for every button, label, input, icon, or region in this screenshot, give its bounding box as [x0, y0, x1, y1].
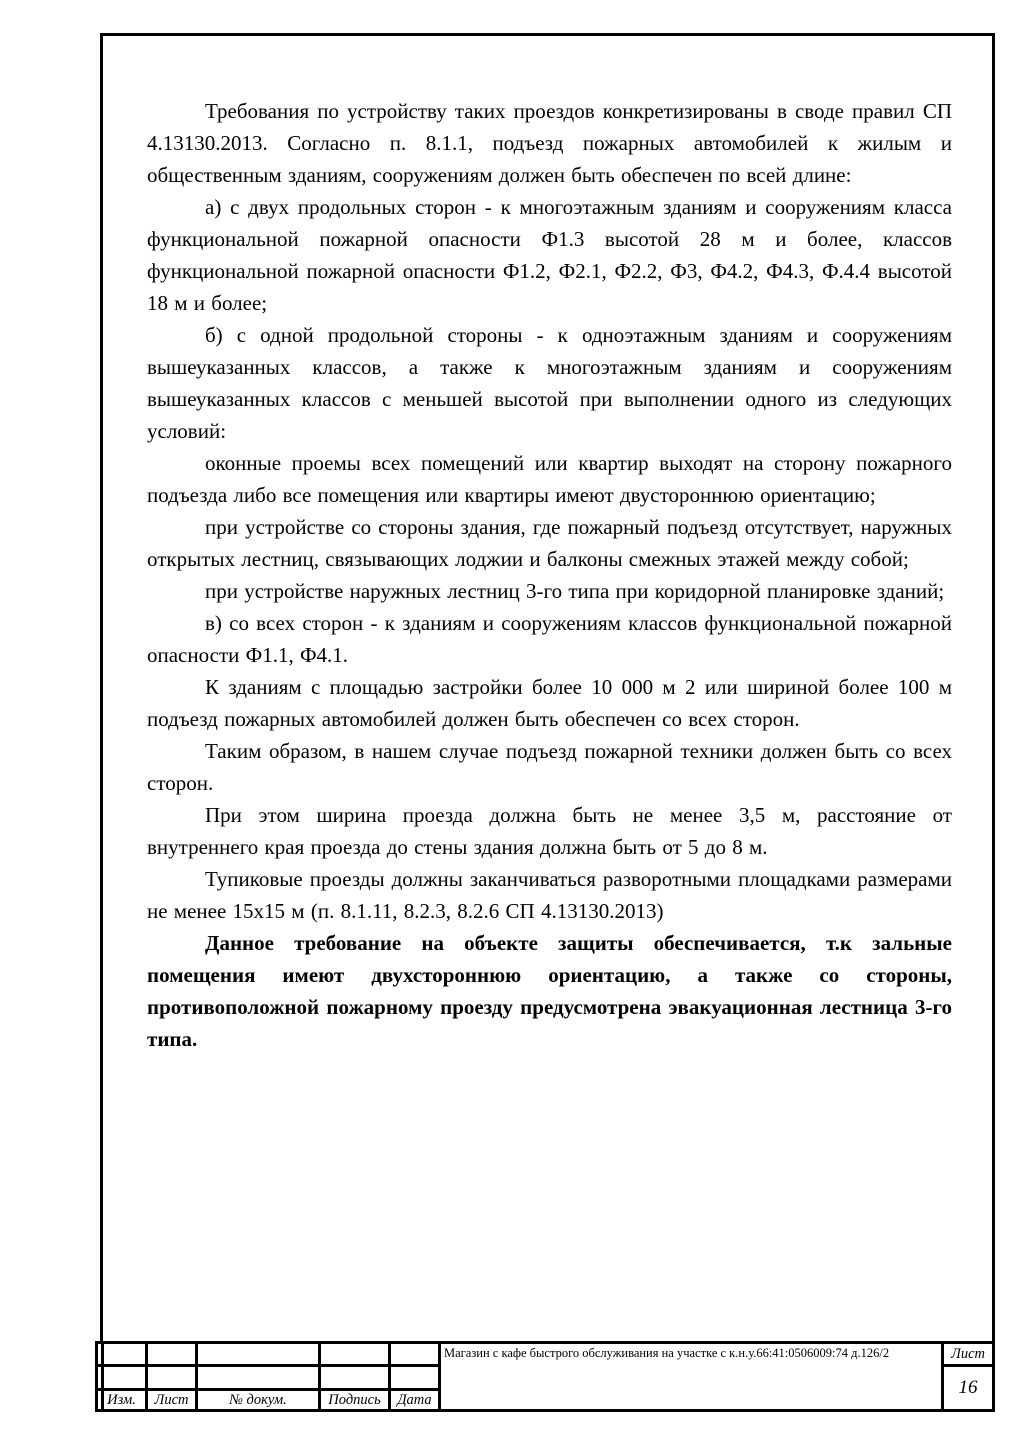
stamp-gridline [98, 1364, 441, 1367]
paragraph: в) со всех сторон - к зданиям и сооружениям классов функциональной пожарной опасности Ф1.1, Ф4.1. [147, 611, 952, 667]
paragraph-bold-conclusion: Данное требование на объекте защиты обеспечивается, т.к зальные помещения имеют двухстороннюю ориентацию, а также со стороны, противоположной пожарному проезду предусмотрена эвакуационная лестница 3-го типа. [147, 931, 952, 1051]
stamp-project-name: Магазин с кафе быстрого обслуживания на участке с к.н.у.66:41:0506009:74 д.126/2 [444, 1346, 890, 1360]
paragraph: Тупиковые проезды должны заканчиваться разворотными площадками размерами не менее 15х15 м (п. 8.1.11, 8.2.3, 8.2.6 СП 4.13130.2013) [147, 867, 952, 923]
stamp-col-data: Дата [397, 1391, 432, 1408]
paragraph: Таким образом, в нашем случае подъезд пожарной техники должен быть со всех сторон. [147, 739, 952, 795]
paragraph: При этом ширина проезда должна быть не менее 3,5 м, расстояние от внутреннего края проезда до стены здания должна быть от 5 до 8 м. [147, 803, 952, 859]
stamp-col-podpis: Подпись [328, 1391, 381, 1408]
paragraph: при устройстве наружных лестниц 3-го типа при коридорной планировке зданий; [205, 579, 945, 603]
stamp-col-ndokum: № докум. [229, 1391, 287, 1408]
paragraph: при устройстве со стороны здания, где пожарный подъезд отсутствует, наружных открытых лестниц, связывающих лоджии и балконы смежных этажей между собой; [147, 515, 952, 571]
paragraph: а) с двух продольных сторон - к многоэтажным зданиям и сооружениям класса функциональной пожарной опасности Ф1.3 высотой 28 м и более, классов функциональной пожарной опасности Ф1.2, Ф2.1, Ф2.2, Ф3, Ф4.2, Ф4.3, Ф.4.4 высотой 18 м и более; [147, 195, 952, 315]
stamp-col-izm: Изм. [107, 1391, 136, 1408]
title-block [95, 1341, 995, 1412]
paragraph: оконные проемы всех помещений или квартир выходят на сторону пожарного подъезда либо все помещения или квартиры имеют двустороннюю ориентацию; [147, 451, 952, 507]
paragraph: Требования по устройству таких проездов конкретизированы в своде правил СП 4.13130.2013. Согласно п. 8.1.1, подъезд пожарных автомобилей к жилым и общественным зданиям, сооружениям должен быть обеспечен по всей длине: [147, 99, 952, 187]
stamp-col-list: Лист [154, 1391, 189, 1408]
paragraph: б) с одной продольной стороны - к одноэтажным зданиям и сооружениям вышеуказанных классов, а также к многоэтажным зданиям и сооружениям вышеуказанных классов с меньшей высотой при выполнении одного из следующих условий: [147, 323, 952, 443]
stamp-sheet-label: Лист [951, 1345, 985, 1362]
stamp-sheet-number: 16 [958, 1377, 978, 1398]
stamp-gridline [438, 1344, 441, 1409]
paragraph: К зданиям с площадью застройки более 10 000 м 2 или шириной более 100 м подъезд пожарных автомобилей должен быть обеспечен со всех сторон. [147, 675, 952, 731]
text-block [147, 95, 952, 1055]
